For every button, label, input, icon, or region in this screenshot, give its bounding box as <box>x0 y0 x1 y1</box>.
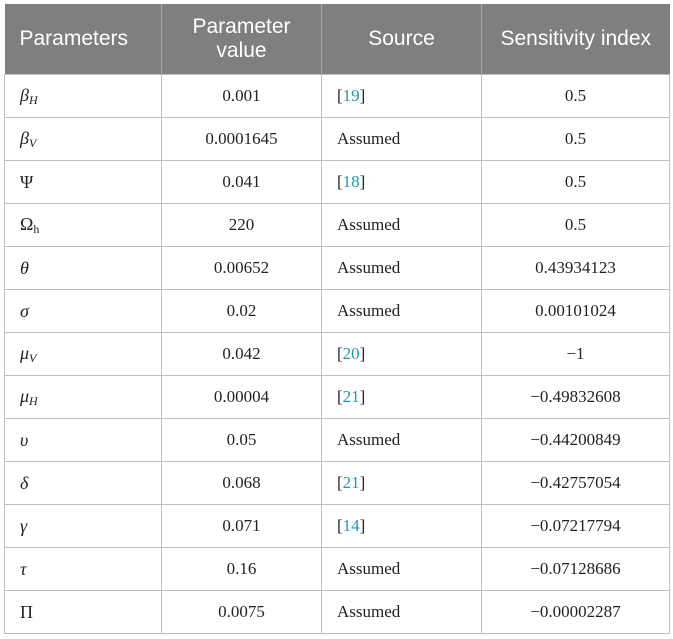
symbol-text: τ <box>20 558 27 579</box>
sensitivity-index: −0.07217794 <box>482 505 670 548</box>
sensitivity-index: −0.07128686 <box>482 548 670 591</box>
sensitivity-index: 0.5 <box>482 118 670 161</box>
symbol-text: σ <box>20 300 29 321</box>
parameter-value: 0.0001645 <box>162 118 322 161</box>
source-text: Assumed <box>337 301 401 320</box>
table-row <box>5 462 670 505</box>
parameter-symbol <box>5 462 162 505</box>
symbol-text: γ <box>20 515 28 536</box>
header-parameters: Parameters <box>5 4 162 75</box>
symbol-text: μ <box>20 385 30 406</box>
parameters-table <box>4 4 670 634</box>
sensitivity-index: 0.00101024 <box>482 290 670 333</box>
source-text: Assumed <box>337 559 401 578</box>
table-row <box>5 247 670 290</box>
symbol-text: υ <box>20 429 29 450</box>
table-row <box>5 290 670 333</box>
parameter-symbol <box>5 548 162 591</box>
parameter-symbol <box>5 290 162 333</box>
table-row <box>5 333 670 376</box>
parameter-symbol <box>5 591 162 634</box>
symbol-text: Ψ <box>20 171 34 192</box>
parameter-symbol <box>5 247 162 290</box>
source-text: Assumed <box>337 430 401 449</box>
parameter-value: 0.041 <box>162 161 322 204</box>
sensitivity-index: 0.5 <box>482 204 670 247</box>
parameter-source: [19] <box>322 75 482 118</box>
parameter-source: [18] <box>322 161 482 204</box>
parameter-source: [21] <box>322 462 482 505</box>
parameter-value: 0.05 <box>162 419 322 462</box>
symbol-text: Π <box>20 601 33 622</box>
sensitivity-index: −1 <box>482 333 670 376</box>
parameter-value: 0.00652 <box>162 247 322 290</box>
symbol-subscript: H <box>29 393 38 408</box>
header-parameter-value: Parameter value <box>162 4 322 75</box>
symbol-subscript: H <box>28 92 38 107</box>
parameter-source <box>322 118 482 161</box>
table-row <box>5 505 670 548</box>
sensitivity-index: 0.5 <box>482 75 670 118</box>
sensitivity-index: −0.44200849 <box>482 419 670 462</box>
parameter-symbol <box>5 75 162 118</box>
table-row <box>5 118 670 161</box>
parameter-symbol <box>5 161 162 204</box>
table-row <box>5 548 670 591</box>
parameter-value: 0.16 <box>162 548 322 591</box>
symbol-text: μ <box>20 342 30 363</box>
citation-link[interactable]: 21 <box>342 473 360 492</box>
symbol-subscript: V <box>29 350 37 365</box>
sensitivity-index: −0.00002287 <box>482 591 670 634</box>
symbol-text: β <box>20 127 29 148</box>
sensitivity-index: 0.43934123 <box>482 247 670 290</box>
source-text: Assumed <box>337 215 401 234</box>
parameter-source <box>322 247 482 290</box>
header-row <box>5 4 670 75</box>
parameter-source: [21] <box>322 376 482 419</box>
parameter-symbol <box>5 419 162 462</box>
parameter-source <box>322 419 482 462</box>
parameter-source: [20] <box>322 333 482 376</box>
parameter-value: 0.00004 <box>162 376 322 419</box>
header-source: Source <box>322 4 482 75</box>
citation-link[interactable]: 14 <box>342 516 360 535</box>
citation-link[interactable]: 21 <box>342 387 360 406</box>
parameter-symbol <box>5 118 162 161</box>
table-row <box>5 75 670 118</box>
symbol-text: θ <box>20 257 29 278</box>
citation-link[interactable]: 18 <box>342 172 360 191</box>
symbol-text: δ <box>20 472 29 493</box>
source-text: Assumed <box>337 129 401 148</box>
table-row <box>5 376 670 419</box>
sensitivity-index: 0.5 <box>482 161 670 204</box>
symbol-text: β <box>20 84 29 105</box>
parameter-source <box>322 290 482 333</box>
parameter-value: 0.068 <box>162 462 322 505</box>
table-row <box>5 419 670 462</box>
sensitivity-index: −0.42757054 <box>482 462 670 505</box>
table-row <box>5 161 670 204</box>
parameter-source <box>322 204 482 247</box>
source-text: Assumed <box>337 258 401 277</box>
source-text: Assumed <box>337 602 401 621</box>
parameter-value: 0.001 <box>162 75 322 118</box>
symbol-subscript: h <box>33 221 40 236</box>
parameter-value: 0.042 <box>162 333 322 376</box>
sensitivity-index: −0.49832608 <box>482 376 670 419</box>
table-row <box>5 204 670 247</box>
symbol-subscript: V <box>28 135 37 150</box>
header-sensitivity-index: Sensitivity index <box>482 4 670 75</box>
table-row <box>5 591 670 634</box>
parameter-symbol <box>5 505 162 548</box>
parameter-symbol <box>5 376 162 419</box>
symbol-text: Ω <box>20 213 34 234</box>
citation-link[interactable]: 19 <box>342 86 360 105</box>
parameter-value: 220 <box>162 204 322 247</box>
parameter-source <box>322 591 482 634</box>
parameter-symbol <box>5 333 162 376</box>
parameter-symbol <box>5 204 162 247</box>
parameter-value: 0.071 <box>162 505 322 548</box>
parameter-value: 0.0075 <box>162 591 322 634</box>
parameter-source: [14] <box>322 505 482 548</box>
parameter-value: 0.02 <box>162 290 322 333</box>
citation-link[interactable]: 20 <box>342 344 360 363</box>
parameter-source <box>322 548 482 591</box>
